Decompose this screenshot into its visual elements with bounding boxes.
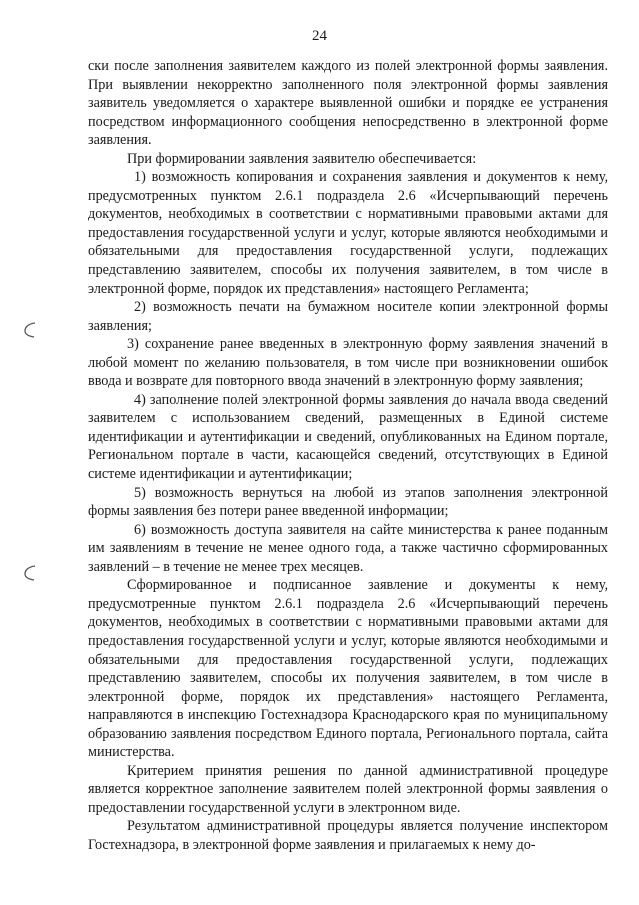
list-item-4: 4) заполнение полей электронной формы заявления до начала ввода сведений заявителем с использованием сведений, размещенных в Единой системе идентификации и аутентификации и сведений, опубликованных на Едином портале, Региональном портале в части, касающейся сведений, отсутствующих в Единой системе идентификации и аутентификации; <box>88 391 608 483</box>
document-body <box>88 57 608 855</box>
list-item-5: 5) возможность вернуться на любой из этапов заполнения электронной формы заявления без потери ранее введенной информации; <box>88 484 608 520</box>
paragraph-criterion: Критерием принятия решения по данной административной процедуре является корректное заполнение заявителем полей электронной формы заявления о предоставлении государственной услуги в электронном виде. <box>88 762 608 816</box>
paragraph-intro: При формировании заявления заявителю обеспечивается: <box>127 150 477 167</box>
binding-hole-mark-icon <box>23 322 37 338</box>
list-item-3: 3) сохранение ранее введенных в электронную форму заявления значений в любой момент по желанию пользователя, в том числе при возникновении ошибок ввода и возврате для повторного ввода значений в электронную форму заявления; <box>88 336 608 390</box>
paragraph-submission: Сформированное и подписанное заявление и документы к нему, предусмотренные пунктом 2.6.1 подраздела 2.6 «Исчерпывающий перечень документов, необходимых в соответствии с нормативными правовыми актами для предоставления государственной услуги и услуг, которые являются необходимыми и обязательными для предоставления государственной услуги, подлежащих представлению заявителем, способы их получения заявителем, в том числе в электронной форме, порядок их представления» настоящего Регламента, направляются в инспекцию Гостехнадзора Краснодарского края по муниципальному образованию заявления посредством Единого портала, Регионального портала, сайта министерства. <box>88 577 608 761</box>
binding-hole-mark-icon <box>23 565 37 581</box>
paragraph-result: Результатом административной процедуры является получение инспектором Гостехнадзора, в электронной форме заявления и прилагаемых к нему до- <box>88 818 608 853</box>
list-item-6: 6) возможность доступа заявителя на сайте министерства к ранее поданным им заявлениям в течение не менее одного года, а также частично сформированных заявлений – в течение не менее трех месяцев. <box>88 521 608 575</box>
paragraph-continuation: ски после заполнения заявителем каждого из полей электронной формы заявления. При выявлении некорректно заполненного поля электронной формы заявления заявитель уведомляется о характере выявленной ошибки и порядке ее устранения посредством информационного сообщения непосредственно в электронной форме заявления. <box>88 58 608 149</box>
list-item-2: 2) возможность печати на бумажном носителе копии электронной формы заявления; <box>88 299 608 334</box>
page-number: 24 <box>312 28 327 44</box>
list-item-1: 1) возможность копирования и сохранения заявления и документов к нему, предусмотренных пунктом 2.6.1 подраздела 2.6 «Исчерпывающий перечень документов, необходимых в соответствии с нормативными правовыми актами для предоставления государственной услуги и услуг, которые являются необходимыми и обязательными для предоставления государственной услуги, подлежащих представлению заявителем, способы их получения заявителем, в том числе в электронной форме, порядок их представления» настоящего Регламента; <box>88 169 608 297</box>
